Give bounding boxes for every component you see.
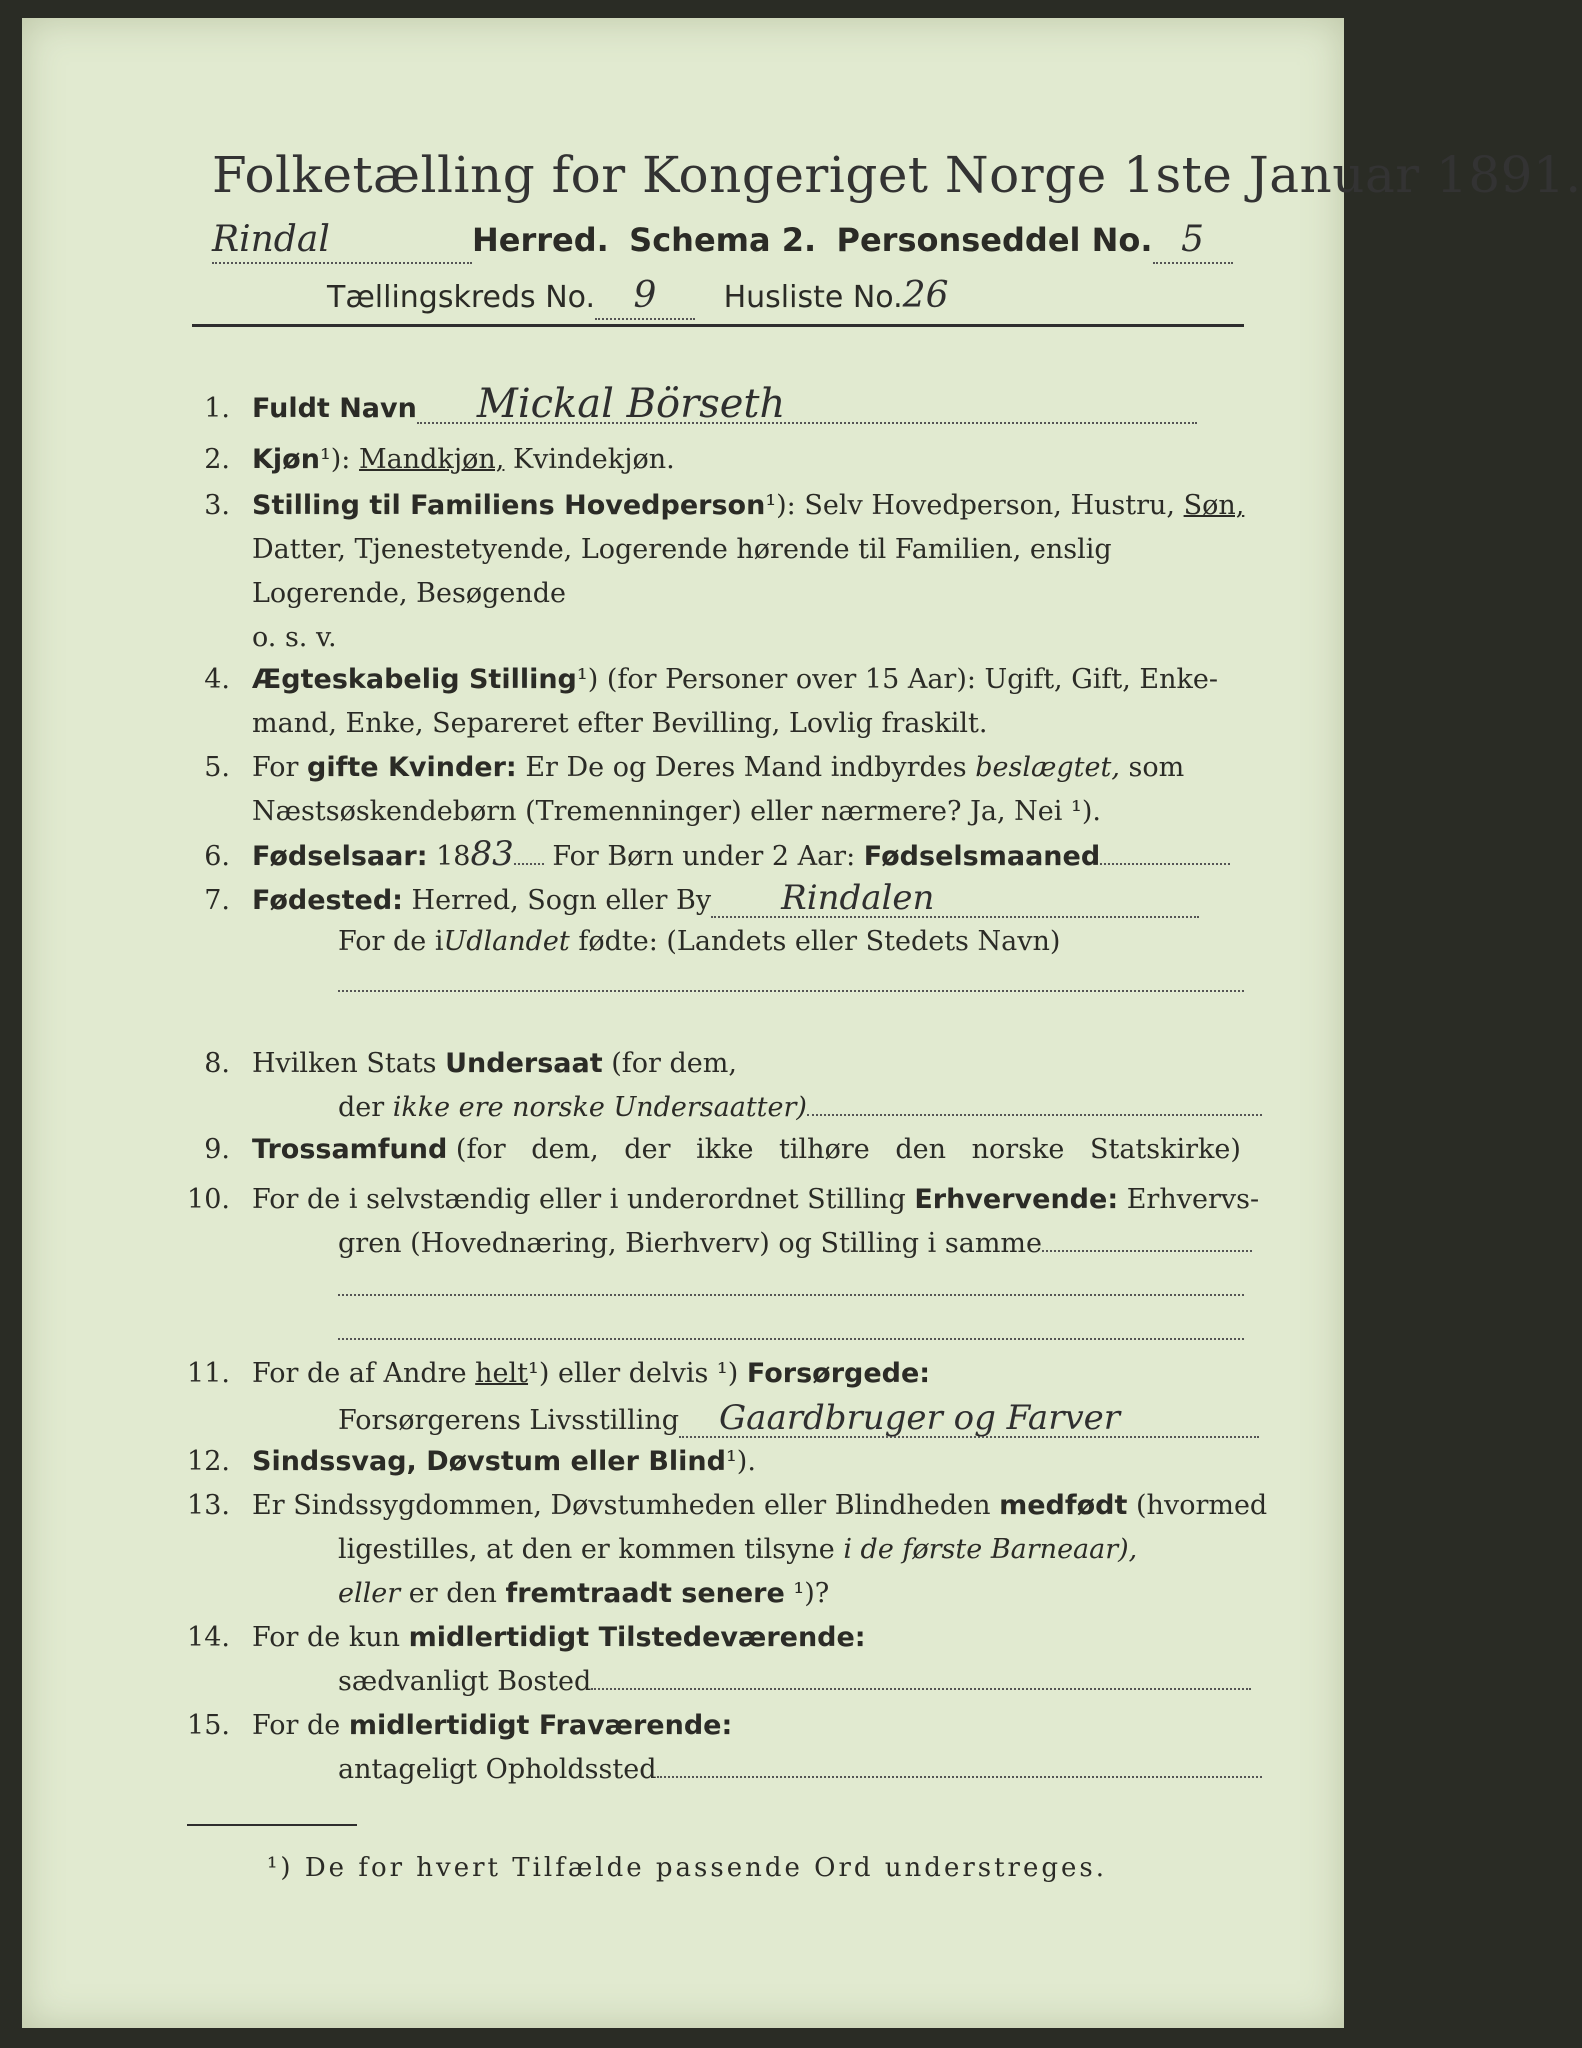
- item-10-number: 10.: [187, 1184, 230, 1215]
- birth-year-value: 83: [470, 834, 514, 874]
- item-13-line-3c: ¹)?: [793, 1578, 830, 1609]
- husliste-label: Husliste No.: [723, 280, 903, 315]
- item-6-label-2: Fødselsmaaned: [863, 841, 1101, 872]
- full-name-value: Mickal Börseth: [417, 386, 1197, 424]
- footnote: ¹) De for hvert Tilfælde passende Ord understreges.: [267, 1853, 1108, 1883]
- item-15-number: 15.: [187, 1710, 230, 1741]
- item-15-temporary-absent: [172, 1708, 732, 1744]
- item-2-sup: ¹):: [319, 444, 351, 475]
- item-2-label: Kjøn: [252, 444, 320, 475]
- item-13-label-2: fremtraadt senere: [505, 1578, 785, 1609]
- item-7-udlandet: Udlandet: [443, 926, 570, 957]
- item-10-occupation: [172, 1182, 1259, 1218]
- item-7-label: Fødested:: [252, 885, 403, 916]
- item-2-number: 2.: [204, 444, 230, 475]
- item-14-temporary-present: [172, 1620, 866, 1656]
- item-11-line-1b: ¹) eller delvis ¹): [528, 1358, 739, 1389]
- item-11-line-1a: For de af Andre: [252, 1358, 467, 1389]
- item-10-line-1: For de i selvstændig eller i underordnet Stilling: [252, 1184, 906, 1215]
- item-5-number: 5.: [204, 752, 230, 783]
- item-8-line-2: [338, 1090, 1262, 1126]
- item-15-line-2: [338, 1752, 1262, 1788]
- item-4-marital: [172, 662, 1218, 698]
- item-1-full-name: [172, 381, 1197, 427]
- item-13-line-3: [338, 1576, 829, 1612]
- item-9-religion: [172, 1132, 1241, 1168]
- item-9-number: 9.: [204, 1134, 230, 1165]
- item-8-line-2b: ikke ere norske Undersaatter): [392, 1092, 807, 1123]
- item-14-pre: For de kun: [252, 1622, 400, 1653]
- item-12-label: Sindssvag, Døvstum eller Blind: [252, 1446, 726, 1477]
- item-4-label: Ægteskabelig Stilling: [252, 664, 577, 695]
- item-10-line-1b: Erhvervs-: [1126, 1184, 1260, 1215]
- item-3-number: 3.: [204, 490, 230, 521]
- item-5-line-2: Næstsøskendebørn (Tremenninger) eller nærmere? Ja, Nei ¹).: [252, 796, 1101, 827]
- item-11-label: Forsørgede:: [746, 1358, 931, 1389]
- header-line-herred: [212, 218, 1233, 264]
- item-11-line-2-text: Forsørgerens Livsstilling: [338, 1405, 680, 1436]
- item-5-italic: beslægtet,: [975, 752, 1120, 783]
- birth-year-prefix: 18: [436, 841, 471, 872]
- item-14-line-2-text: sædvanligt Bosted: [338, 1666, 592, 1697]
- item-8-line-1b: (for dem,: [611, 1048, 737, 1079]
- item-12-number: 12.: [187, 1446, 230, 1477]
- kreds-label: Tællingskreds No.: [327, 280, 595, 315]
- item-7-blank-line: [338, 966, 1244, 1002]
- item-13-label: medfødt: [999, 1490, 1128, 1521]
- item-10-line-2-text: gren (Hovednæring, Bierhverv) og Stilling i samme: [338, 1228, 1043, 1259]
- item-6-number: 6.: [204, 841, 230, 872]
- item-3-sup: ¹):: [765, 490, 796, 521]
- item-4-line-1: ¹) (for Personer over 15 Aar): Ugift, Gift, Enke-: [576, 664, 1218, 695]
- item-3-label: Stilling til Familiens Hovedperson: [252, 490, 766, 521]
- item-13-congenital: [172, 1488, 1267, 1524]
- item-14-line-2: [338, 1664, 1251, 1700]
- item-10-blank-1: [338, 1270, 1244, 1306]
- item-3-options: Selv Hovedperson, Hustru,: [804, 490, 1175, 521]
- item-6-label: Fødselsaar:: [252, 841, 428, 872]
- husliste-number: 26: [902, 275, 949, 316]
- item-1-number: 1.: [204, 393, 230, 424]
- gender-option-female: Kvindekjøn.: [513, 444, 675, 475]
- census-form-page: [22, 18, 1582, 2028]
- item-2-gender: [172, 442, 675, 478]
- gender-selected-male: Mandkjøn,: [359, 444, 505, 475]
- position-selected-son: Søn,: [1183, 490, 1245, 521]
- item-3-line-2: Datter, Tjenestetyende, Logerende hørende til Familien, enslig: [252, 534, 1112, 565]
- item-13-line-3a: eller: [338, 1578, 401, 1609]
- item-13-number: 13.: [187, 1490, 230, 1521]
- item-5-line-1: Er De og Deres Mand indbyrdes: [525, 752, 967, 783]
- item-5-post: som: [1128, 752, 1185, 783]
- item-13-line-2b: i de første Barneaar),: [843, 1534, 1138, 1565]
- item-7-line-2c: fødte: (Landets eller Stedets Navn): [578, 926, 1061, 957]
- municipality-handwritten: Rindal: [212, 218, 472, 264]
- item-13-line-2a: ligestilles, at den er kommen tilsyne: [338, 1534, 835, 1565]
- item-6-mid: For Børn under 2 Aar:: [552, 841, 856, 872]
- item-8-line-2a: der: [338, 1092, 385, 1123]
- item-13-line-2: [338, 1532, 1137, 1568]
- item-5-pre: For: [252, 752, 299, 783]
- provider-occupation-value: Gaardbruger og Farver: [679, 1400, 1259, 1438]
- header-line-kreds: [327, 274, 948, 320]
- item-15-pre: For de: [252, 1710, 341, 1741]
- item-15-label: midlertidigt Fraværende:: [348, 1710, 733, 1741]
- item-5-label: gifte Kvinder:: [307, 752, 517, 783]
- item-11-helt-underlined: helt: [475, 1358, 529, 1389]
- item-4-number: 4.: [204, 664, 230, 695]
- item-9-label: Trossamfund: [252, 1134, 448, 1165]
- item-9-line-1: (for dem, der ikke tilhøre den norske Statskirke): [455, 1134, 1241, 1165]
- item-7-line-1: Herred, Sogn eller By: [411, 885, 712, 916]
- item-3-line-4: o. s. v.: [252, 622, 337, 653]
- item-12-disability: [172, 1444, 756, 1480]
- item-7-birthplace: [172, 880, 1199, 919]
- item-3-line-3: Logerende, Besøgende: [252, 578, 566, 609]
- item-7-line-2a: For de i: [338, 926, 444, 957]
- item-8-citizenship: [172, 1046, 737, 1082]
- item-8-number: 8.: [204, 1048, 230, 1079]
- item-13-line-1b: (hvormed: [1136, 1490, 1268, 1521]
- item-12-sup: ¹).: [725, 1446, 756, 1477]
- item-14-number: 14.: [187, 1622, 230, 1653]
- item-7-line-2: [338, 924, 1060, 960]
- item-6-birth-year: [172, 836, 1230, 875]
- item-15-line-2-text: antageligt Opholdssted: [338, 1754, 657, 1785]
- item-4-line-2: mand, Enke, Separeret efter Bevilling, Lovlig fraskilt.: [252, 708, 988, 739]
- item-11-line-2: [338, 1400, 1259, 1439]
- item-13-line-1a: Er Sindssygdommen, Døvstumheden eller Blindheden: [252, 1490, 991, 1521]
- item-10-blank-2: [338, 1314, 1244, 1350]
- item-10-label: Erhvervende:: [914, 1184, 1119, 1215]
- birthplace-value: Rindalen: [711, 880, 1199, 918]
- item-10-line-2: [338, 1226, 1252, 1262]
- item-13-line-3b: er den: [408, 1578, 497, 1609]
- item-3-position: [172, 488, 1244, 524]
- personseddel-label: Personseddel No.: [836, 221, 1153, 259]
- personseddel-number: 5: [1153, 218, 1233, 264]
- item-5-married-women: [172, 750, 1184, 786]
- form-title: Folketælling for Kongeriget Norge 1ste Januar 1891.: [212, 146, 1582, 204]
- item-11-number: 11.: [187, 1358, 230, 1389]
- item-14-label: midlertidigt Tilstedeværende:: [408, 1622, 866, 1653]
- item-8-line-1a: Hvilken Stats: [252, 1048, 437, 1079]
- item-8-label: Undersaat: [445, 1048, 603, 1079]
- herred-label: Herred.: [472, 221, 609, 259]
- schema-label: Schema 2.: [629, 221, 817, 259]
- header-rule: [192, 324, 1244, 327]
- footnote-rule: [187, 1824, 357, 1826]
- item-7-number: 7.: [204, 885, 230, 916]
- item-1-label: Fuldt Navn: [252, 393, 417, 424]
- item-11-supported: [172, 1356, 930, 1392]
- kreds-number: 9: [595, 274, 695, 320]
